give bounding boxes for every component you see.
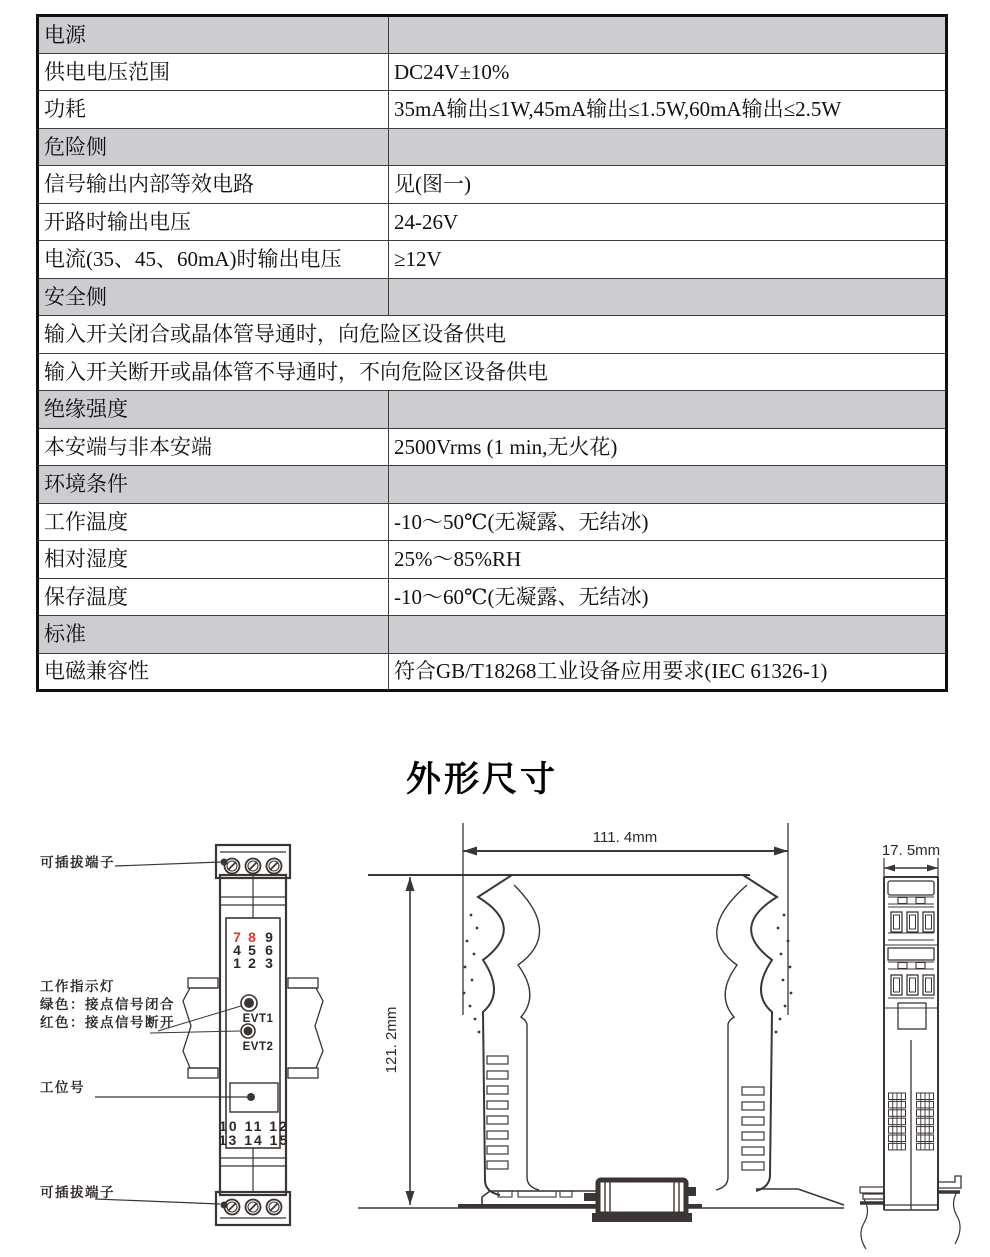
table-row — [38, 428, 947, 466]
table-row — [38, 166, 947, 204]
dimension-width — [463, 823, 788, 1015]
spec-value-cell: 25%～85%RH — [389, 541, 947, 579]
led-label: EVT1 — [242, 1013, 274, 1025]
terminal-number: 1 — [233, 955, 241, 971]
arrow-down-icon — [406, 1191, 415, 1205]
led-evt2 — [241, 1024, 273, 1053]
table-row — [38, 616, 947, 654]
spec-key-cell: 相对湿度 — [38, 541, 389, 579]
spec-fullrow-cell: 输入开关闭合或晶体管导通时，向危险区设备供电 — [38, 316, 947, 354]
spec-key-cell: 功耗 — [38, 91, 389, 129]
spec-key-cell: 开路时输出电压 — [38, 203, 389, 241]
spec-value-cell: -10～50℃(无凝露、无结冰) — [389, 503, 947, 541]
table-row — [38, 578, 947, 616]
spec-key-cell: 保存温度 — [38, 578, 389, 616]
section-cell: 安全侧 — [38, 278, 389, 316]
table-row — [38, 353, 947, 391]
spec-value-cell: 24-26V — [389, 203, 947, 241]
spec-key-cell: 电流(35、45、60mA)时输出电压 — [38, 241, 389, 279]
end-module-outline — [884, 877, 938, 1210]
terminal-number: 9 — [265, 929, 273, 945]
arrow-left-icon — [463, 847, 477, 856]
din-rail — [183, 978, 323, 1078]
empty-cell — [389, 128, 947, 166]
terminal-number: 3 — [265, 955, 273, 971]
terminal-number: 6 — [265, 942, 273, 958]
vent-slots — [487, 1056, 764, 1170]
arrow-up-icon — [406, 877, 415, 891]
table-row — [38, 503, 947, 541]
section-cell: 危险侧 — [38, 128, 389, 166]
empty-cell — [389, 466, 947, 504]
dimension-width-end — [882, 842, 940, 878]
arrow-right-icon — [927, 865, 938, 872]
spec-key-cell: 电磁兼容性 — [38, 653, 389, 691]
terminal-number: 8 — [248, 929, 256, 945]
dimension-text: 121. 2mm — [383, 1006, 400, 1074]
empty-cell — [389, 391, 947, 429]
terminal-number: 5 — [248, 942, 256, 958]
spec-value-cell: 35mA输出≤1W,45mA输出≤1.5W,60mA输出≤2.5W — [389, 91, 947, 129]
table-row — [38, 541, 947, 579]
empty-cell — [389, 616, 947, 654]
spec-table — [36, 14, 948, 692]
spec-value-cell: 2500Vrms (1 min,无火花) — [389, 428, 947, 466]
table-row — [38, 278, 947, 316]
table-row — [38, 466, 947, 504]
module-profile — [368, 875, 844, 1205]
front-view-drawing — [18, 835, 348, 1235]
label-plug-terminal-bottom: 可插拔端子 — [40, 1185, 115, 1200]
spec-value-cell: -10～60℃(无凝露、无结冰) — [389, 578, 947, 616]
table-row — [38, 53, 947, 91]
terminal-numbers-top — [233, 929, 273, 971]
terminal-numbers-bottom: 10 11 12 — [219, 1118, 289, 1134]
break-line — [861, 1199, 868, 1249]
section-cell: 绝缘强度 — [38, 391, 389, 429]
section-cell: 电源 — [38, 16, 389, 54]
dimension-text: 111. 4mm — [592, 829, 658, 846]
dimension-text: 17. 5mm — [881, 842, 941, 859]
terminal-number: 7 — [233, 929, 241, 945]
spec-fullrow-cell: 输入开关断开或晶体管不导通时，不向危险区设备供电 — [38, 353, 947, 391]
table-row — [38, 316, 947, 354]
spec-value-cell: ≥12V — [389, 241, 947, 279]
din-clip — [584, 1180, 696, 1222]
section-cell: 环境条件 — [38, 466, 389, 504]
side-view-drawing — [358, 815, 844, 1245]
screw-icon — [225, 1200, 282, 1215]
label-indicator-3: 红色：接点信号断开 — [40, 1015, 175, 1030]
spec-value-cell: 符合GB/T18268工业设备应用要求(IEC 61326-1) — [389, 653, 947, 691]
spec-value-cell: DC24V±10% — [389, 53, 947, 91]
screw-icon — [225, 859, 282, 874]
spec-key-cell: 工作温度 — [38, 503, 389, 541]
arrow-left-icon — [884, 865, 895, 872]
label-plug-terminal-top: 可插拔端子 — [40, 855, 115, 870]
label-indicator-2: 绿色：接点信号闭合 — [40, 997, 175, 1012]
spec-key-cell: 供电电压范围 — [38, 53, 389, 91]
terminal-number: 4 — [233, 942, 241, 958]
spec-key-cell: 信号输出内部等效电路 — [38, 166, 389, 204]
terminal-number: 2 — [248, 955, 256, 971]
dimension-height — [383, 877, 415, 1205]
spec-key-cell: 本安端与非本安端 — [38, 428, 389, 466]
spec-value-cell: 见(图一) — [389, 166, 947, 204]
page-title: 外形尺寸 — [405, 760, 558, 799]
table-row — [38, 16, 947, 54]
table-row — [38, 128, 947, 166]
label-station: 工位号 — [40, 1080, 85, 1095]
led-label: EVT2 — [242, 1041, 274, 1053]
table-row — [38, 241, 947, 279]
end-view-drawing — [843, 820, 990, 1255]
section-cell: 标准 — [38, 616, 389, 654]
table-row — [38, 391, 947, 429]
leader-lines — [95, 859, 247, 1209]
label-indicator-1: 工作指示灯 — [40, 979, 115, 994]
table-row — [38, 653, 947, 691]
empty-cell — [389, 278, 947, 316]
empty-cell — [389, 16, 947, 54]
led-evt1 — [241, 995, 273, 1025]
terminal-numbers-bottom: 13 14 15 — [218, 1132, 290, 1148]
arrow-right-icon — [774, 847, 788, 856]
table-row — [38, 203, 947, 241]
break-line — [954, 1192, 961, 1244]
table-row — [38, 91, 947, 129]
dotted-break-marks — [463, 914, 793, 1034]
